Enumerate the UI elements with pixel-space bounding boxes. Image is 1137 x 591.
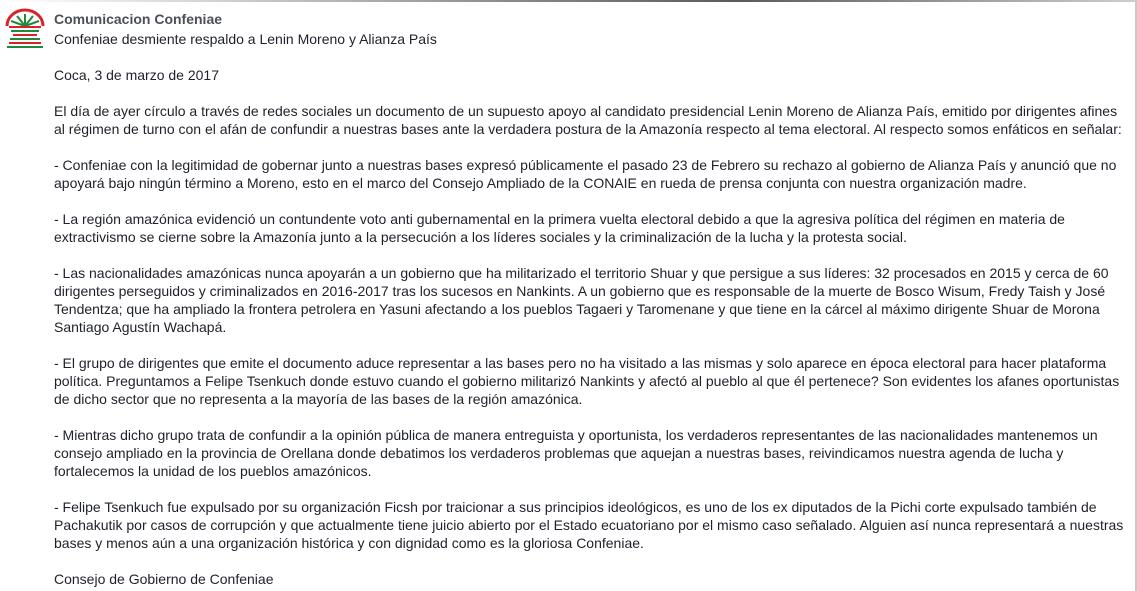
top-divider [0, 0, 1137, 2]
post-paragraph: - Confeniae con la legitimidad de gobernar junto a nuestras bases expresó públicamente el pasado 23 de Febrero su rechazo al gobierno de Alianza País y anunció que no apoyará bajo ningún término a Moreno, esto en el marco del Consejo Ampliado de la CONAIE en rueda de prensa conjunta con nuestra organización madre. [54, 157, 1117, 191]
post-author[interactable]: Comunicacion Confeniae [54, 11, 223, 27]
post-signature: Consejo de Gobierno de Confeniae [54, 571, 274, 587]
confeniae-logo-icon [3, 6, 47, 50]
post-paragraph: - Mientras dicho grupo trata de confundir a la opinión pública de manera entreguista y oportunista, los verdaderos representantes de las nacionalidades mantenemos un consejo ampliado en la provincia de Orellana donde debatimos los verdaderos problemas que aquejan a nuestras bases, reivindicamos nuestra agenda de lucha y fortalecemos la unidad de los pueblos amazónicos. [54, 427, 1098, 479]
post-paragraph: - La región amazónica evidenció un contundente voto anti gubernamental en la primera vuelta electoral debido a que la agresiva política del régimen en materia de extractivismo se cierne sobre la Amazonía junto a la persecución a los líderes sociales y la criminalización de la lucha y la protesta social. [54, 211, 1065, 245]
post [54, 10, 1129, 588]
post-paragraph: - El grupo de dirigentes que emite el documento aduce representar a las bases pero no ha visitado a las mismas y solo aparece en época electoral para hacer plataforma política. Preguntamos a Felipe Tsenkuch donde estuvo cuando el gobierno militarizó Nankints y afectó al pueblo al que él pertenece? Son evidentes los afanes oportunistas de dicho sector que no representa a la mayoría de las bases de la región amazónica. [54, 355, 1120, 407]
post-headline: Confeniae desmiente respaldo a Lenin Moreno y Alianza País [54, 31, 437, 47]
post-dateline: Coca, 3 de marzo de 2017 [54, 67, 219, 83]
avatar[interactable] [3, 6, 47, 50]
post-paragraph: - Felipe Tsenkuch fue expulsado por su organización Ficsh por traicionar a sus principios ideológicos, es uno de los ex diputados de la Pichi corte expulsado también de Pachakutik por casos de corrupción y que actualmente tiene juicio abierto por el Estado ecuatoriano por el mismo caso señalado. Alguien así nunca representará a nuestras bases y menos aún a una organización histórica y con dignidad como es la gloriosa Confeniae. [54, 499, 1124, 551]
post-paragraph: - Las nacionalidades amazónicas nunca apoyarán a un gobierno que ha militarizado el territorio Shuar y que persigue a sus líderes: 32 procesados en 2015 y cerca de 60 dirigentes perseguidos y criminalizados en 2016-2017 tras los sucesos en Nankints. A un gobierno que es responsable de la muerte de Bosco Wisum, Fredy Taish y José Tendentza; que ha ampliado la frontera petrolera en Yasuni afectando a los pueblos Tagaeri y Taromenane y que tiene en la cárcel al máximo dirigente Shuar de Morona Santiago Agustín Wachapá. [54, 265, 1109, 335]
post-paragraph: El día de ayer círculo a través de redes sociales un documento de un supuesto apoyo al candidato presidencial Lenin Moreno de Alianza País, emitido por dirigentes afines al régimen de turno con el afán de confundir a nuestras bases ante la verdadera postura de la Amazonía respecto al tema electoral. Al respecto somos enfáticos en señalar: [54, 103, 1122, 137]
